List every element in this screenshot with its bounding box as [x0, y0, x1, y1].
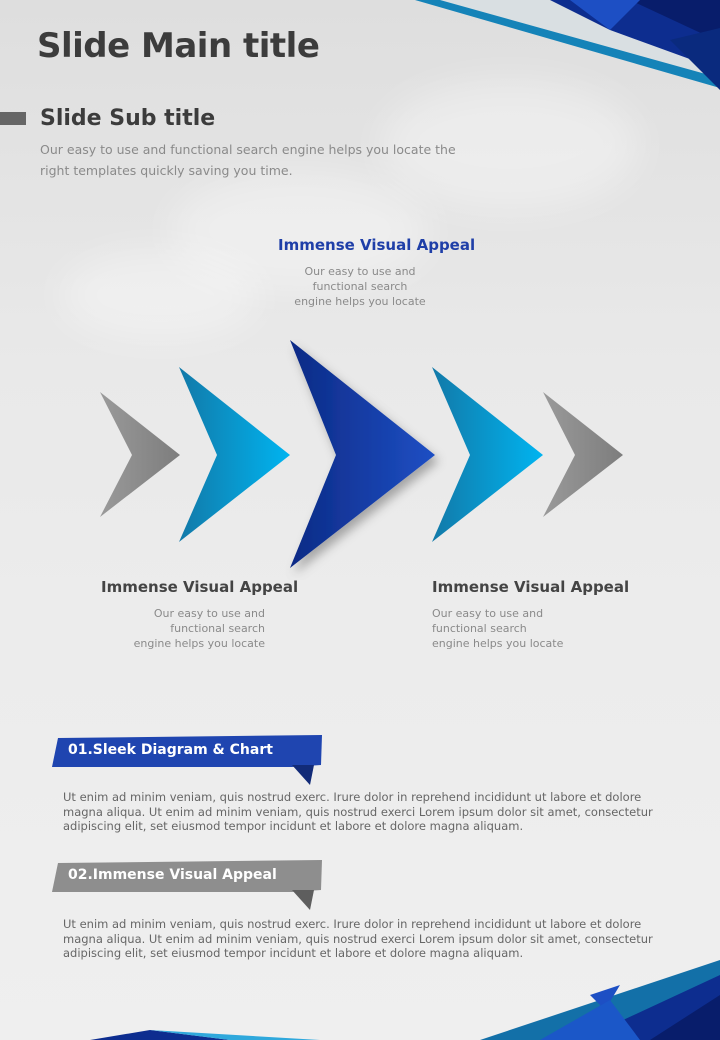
diagram-left-title: Immense Visual Appeal — [101, 578, 299, 596]
subtitle-description: Our easy to use and functional search engine helps you locate the right templates quickly saving you time. — [40, 142, 456, 178]
diagram-right-title: Immense Visual Appeal — [432, 578, 630, 596]
page-title: Slide Main title — [37, 26, 320, 66]
chevron-cyan-right — [432, 367, 543, 542]
diagram-top-desc: Our easy to use and functional search engine helps you locate — [294, 265, 426, 308]
section-1-text: Ut enim ad minim veniam, quis nostrud exerc. Irure dolor in reprehend incididunt ut labore et dolore magna aliqua. Ut enim ad minim veniam, quis nostrud exerci Lorem ipsum dolor sit amet, consectetur adipiscing elit, set eiusmod tempor incidunt et labore et dolore magna aliquam. — [63, 790, 653, 833]
section-1-label: 01.Sleek Diagram & Chart — [68, 742, 273, 758]
section-2-label: 02.Immense Visual Appeal — [68, 867, 277, 883]
diagram-right-desc: Our easy to use and functional search engine helps you locate — [432, 607, 564, 650]
chevron-gray-left — [100, 392, 180, 517]
section-2-text: Ut enim ad minim veniam, quis nostrud exerc. Irure dolor in reprehend incididunt ut labore et dolore magna aliqua. Ut enim ad minim veniam, quis nostrud exerci Lorem ipsum dolor sit amet, consectetur adipiscing elit, set eiusmod tempor incidunt et labore et dolore magna aliquam. — [63, 917, 653, 960]
diagram-top-title: Immense Visual Appeal — [278, 236, 476, 254]
bottom-left-decoration — [90, 1025, 350, 1040]
diagram-left-desc: Our easy to use and functional search engine helps you locate — [133, 607, 265, 650]
bottom-right-decoration — [440, 955, 720, 1040]
chevron-arrows-diagram — [0, 330, 720, 580]
chevron-gray-right — [543, 392, 623, 517]
page-subtitle: Slide Sub title — [40, 106, 216, 131]
chevron-blue-center — [290, 340, 435, 568]
background-cloud — [60, 250, 260, 340]
subtitle-marker — [0, 112, 26, 125]
chevron-cyan-left — [179, 367, 290, 542]
top-right-decoration — [380, 0, 720, 100]
